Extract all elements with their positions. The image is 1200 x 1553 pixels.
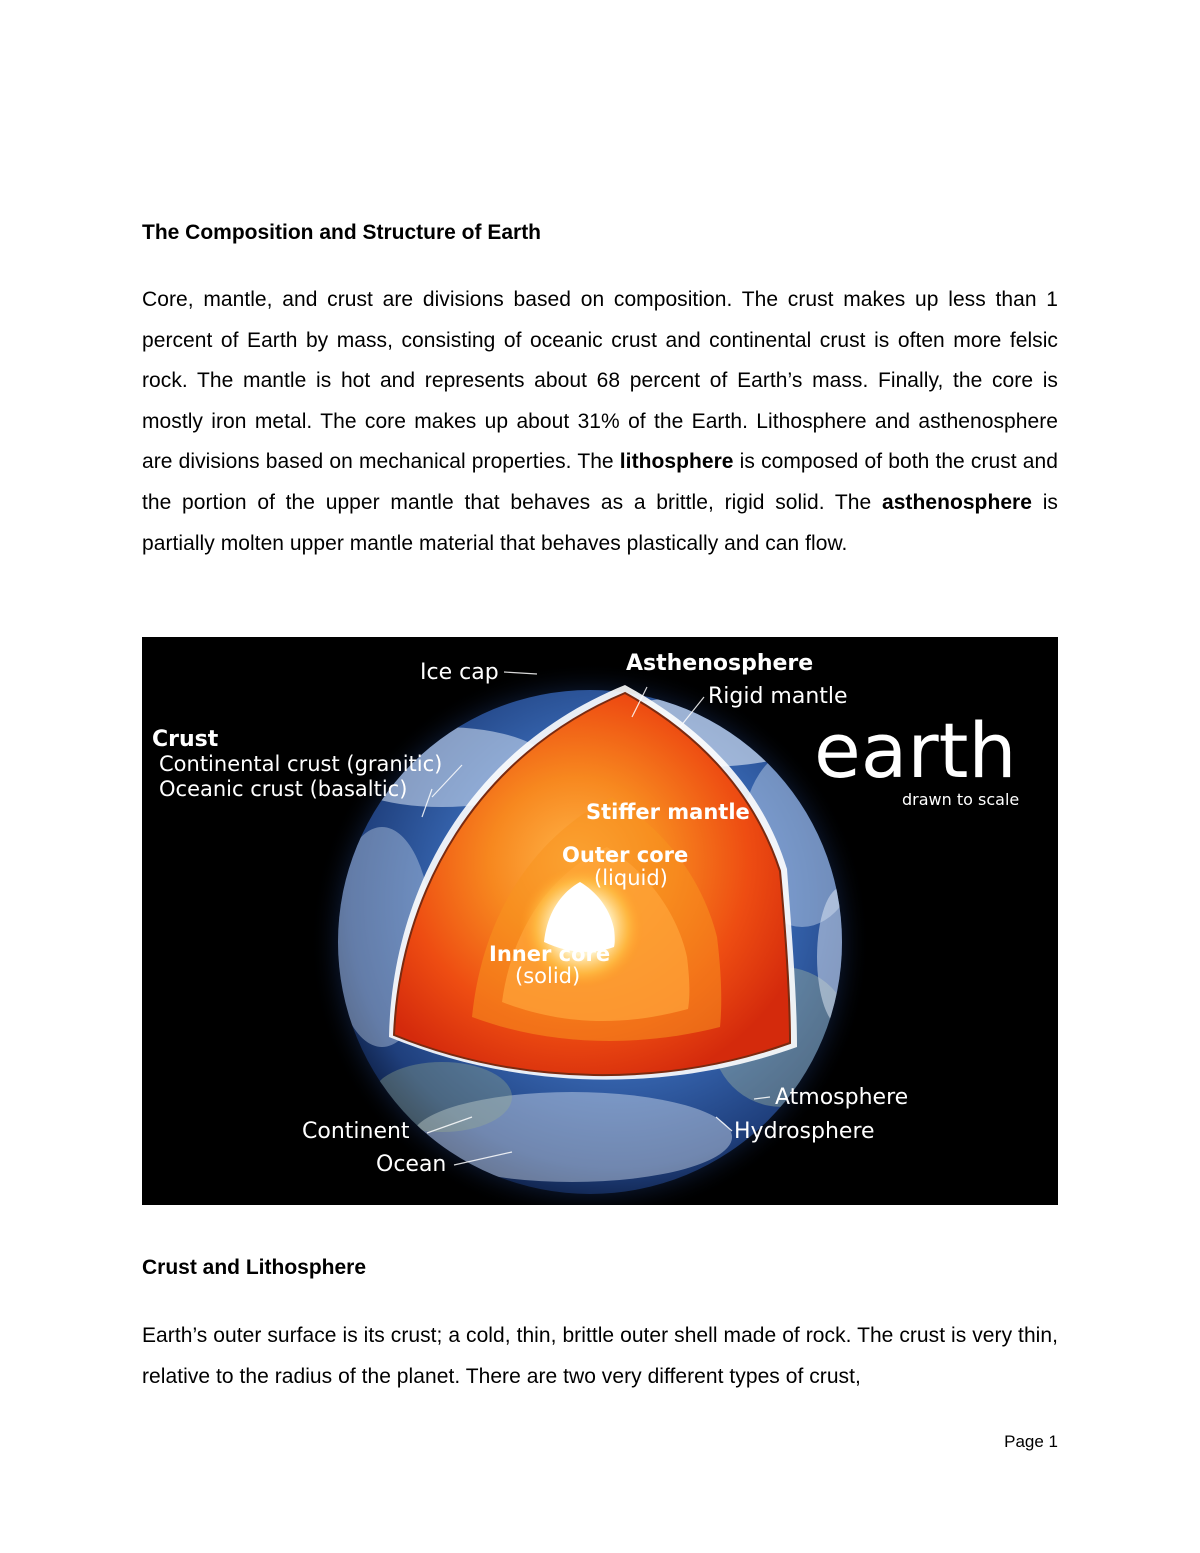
label-outer-core-state: (liquid) xyxy=(594,866,668,890)
composition-paragraph xyxy=(142,280,1058,564)
figure-title: earth xyxy=(814,706,1017,795)
label-atmosphere: Atmosphere xyxy=(775,1085,909,1110)
label-hydrosphere: Hydrosphere xyxy=(734,1119,875,1144)
label-crust: Crust xyxy=(152,727,219,752)
label-rigid-mantle: Rigid mantle xyxy=(708,684,848,709)
label-ice-cap: Ice cap xyxy=(420,660,499,685)
label-inner-core-state: (solid) xyxy=(515,964,581,988)
page-number: Page 1 xyxy=(1004,1432,1058,1451)
label-stiffer-mantle: Stiffer mantle xyxy=(586,800,750,824)
earth-structure-figure xyxy=(142,637,1058,1205)
text-run: Core, mantle, and crust are divisions based on composition. The crust makes up less than 1 percent of Earth by mass, consisting of oceanic crust and continental crust is often more felsic rock. The mantle is hot and represents about 68 percent of Earth’s mass. Finally, the core is mostly iron metal. The core makes up about 31% of the Earth. Lithosphere and asthenosphere are divisions based on mechanical properties. The xyxy=(142,288,1058,474)
bold-term: lithosphere xyxy=(619,450,734,474)
label-continent: Continent xyxy=(302,1119,410,1144)
figure-subtitle: drawn to scale xyxy=(902,790,1020,809)
bold-term: asthenosphere xyxy=(881,490,1032,514)
label-continental-crust: Continental crust (granitic) xyxy=(159,752,443,776)
label-asthenosphere: Asthenosphere xyxy=(626,651,814,676)
label-outer-core: Outer core xyxy=(562,843,689,867)
earth-diagram xyxy=(142,637,1058,1205)
label-inner-core: Inner core xyxy=(489,942,611,966)
crust-paragraph: Earth’s outer surface is its crust; a cold, thin, brittle outer shell made of rock. The crust is very thin, relative to the radius of the planet. There are two very different types of crust, xyxy=(142,1324,1058,1388)
section-heading-crust: Crust and Lithosphere xyxy=(142,1256,367,1279)
text-run: is partially molten upper mantle material that behaves plastically and can flow. xyxy=(142,490,1058,555)
document-title: The Composition and Structure of Earth xyxy=(142,221,542,244)
text-run: is composed of both the crust and the portion of the upper mantle that behaves as a brittle, rigid solid. The xyxy=(142,450,1058,514)
label-oceanic-crust: Oceanic crust (basaltic) xyxy=(159,777,408,801)
label-ocean: Ocean xyxy=(376,1152,447,1177)
